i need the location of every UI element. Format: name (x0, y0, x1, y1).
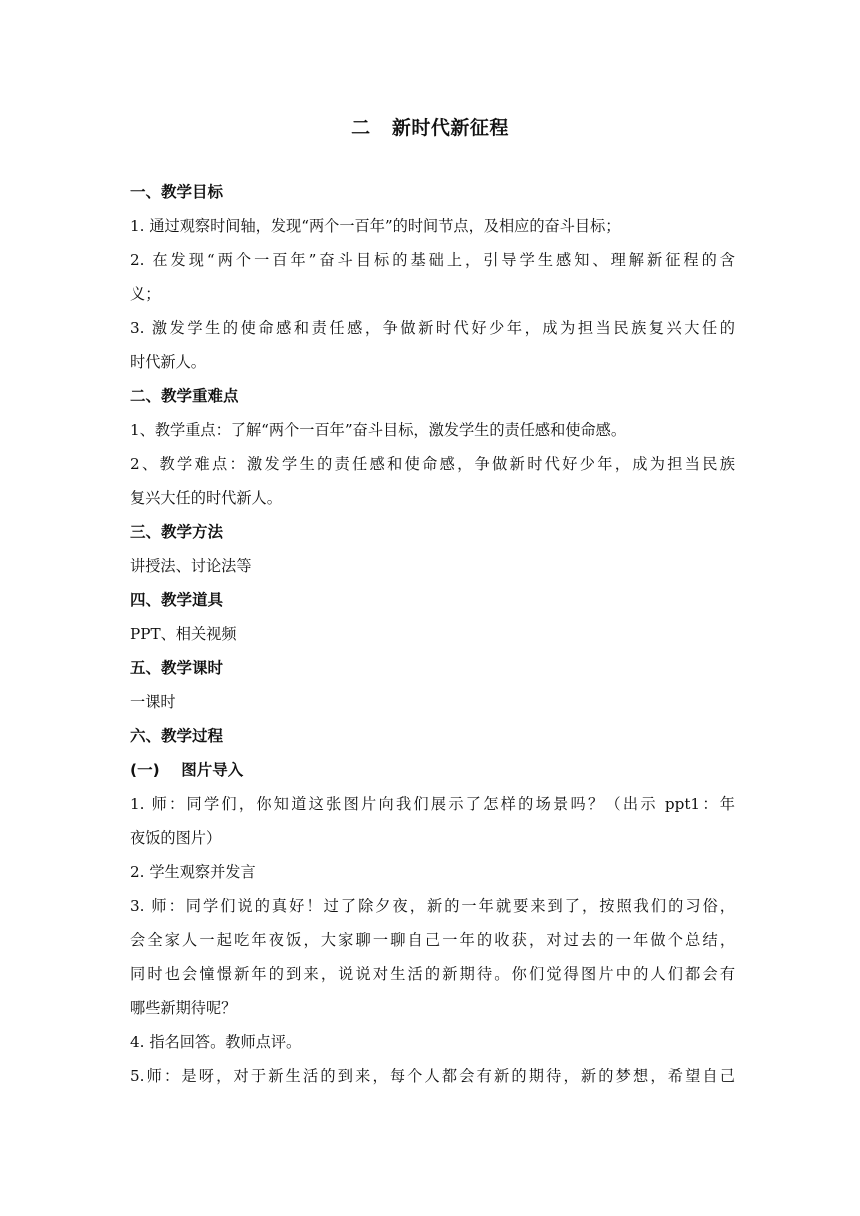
section-heading: 一、教学目标 (130, 183, 224, 201)
body-line: 1、教学重点：了解“两个一百年”奋斗目标，激发学生的责任感和使命感。 (130, 421, 627, 439)
body-line: 2. 在发现“两个一百年”奋斗目标的基础上，引导学生感知、理解新征程的含 (130, 251, 735, 269)
body-line: 3. 师：同学们说的真好！过了除夕夜，新的一年就要来到了，按照我们的习俗， (130, 897, 735, 915)
body-line: 时代新人。 (130, 353, 206, 371)
document-title: 二 新时代新征程 (351, 117, 509, 139)
body-line: 2. 学生观察并发言 (130, 863, 256, 881)
body-line: PPT、相关视频 (130, 625, 237, 643)
body-line: 夜饭的图片） (130, 829, 222, 847)
body-line: 5.师：是呀，对于新生活的到来，每个人都会有新的期待，新的梦想，希望自己 (130, 1067, 735, 1085)
body-line: 义； (130, 285, 161, 303)
body-line: 讲授法、讨论法等 (130, 557, 252, 575)
subsection-heading: (一) 图片导入 (130, 761, 244, 779)
body-line: 哪些新期待呢？ (130, 999, 237, 1017)
section-heading: 三、教学方法 (130, 523, 224, 541)
section-heading: 五、教学课时 (130, 659, 224, 677)
body-line: 会全家人一起吃年夜饭，大家聊一聊自己一年的收获，对过去的一年做个总结， (130, 931, 735, 949)
document-body (130, 175, 735, 1093)
body-line: 1. 师：同学们，你知道这张图片向我们展示了怎样的场景吗？（出示 ppt1：年 (130, 795, 735, 813)
section-heading: 二、教学重难点 (130, 387, 239, 405)
body-line: 一课时 (130, 693, 176, 711)
body-line: 2、教学难点：激发学生的责任感和使命感，争做新时代好少年，成为担当民族 (130, 455, 735, 473)
section-heading: 四、教学道具 (130, 591, 224, 609)
body-line: 同时也会憧憬新年的到来，说说对生活的新期待。你们觉得图片中的人们都会有 (130, 965, 735, 983)
body-line: 1. 通过观察时间轴，发现“两个一百年”的时间节点，及相应的奋斗目标； (130, 217, 621, 235)
section-heading: 六、教学过程 (130, 727, 224, 745)
body-line: 3. 激发学生的使命感和责任感，争做新时代好少年，成为担当民族复兴大任的 (130, 319, 735, 337)
body-line: 复兴大任的时代新人。 (130, 489, 282, 507)
body-line: 4. 指名回答。教师点评。 (130, 1033, 302, 1051)
